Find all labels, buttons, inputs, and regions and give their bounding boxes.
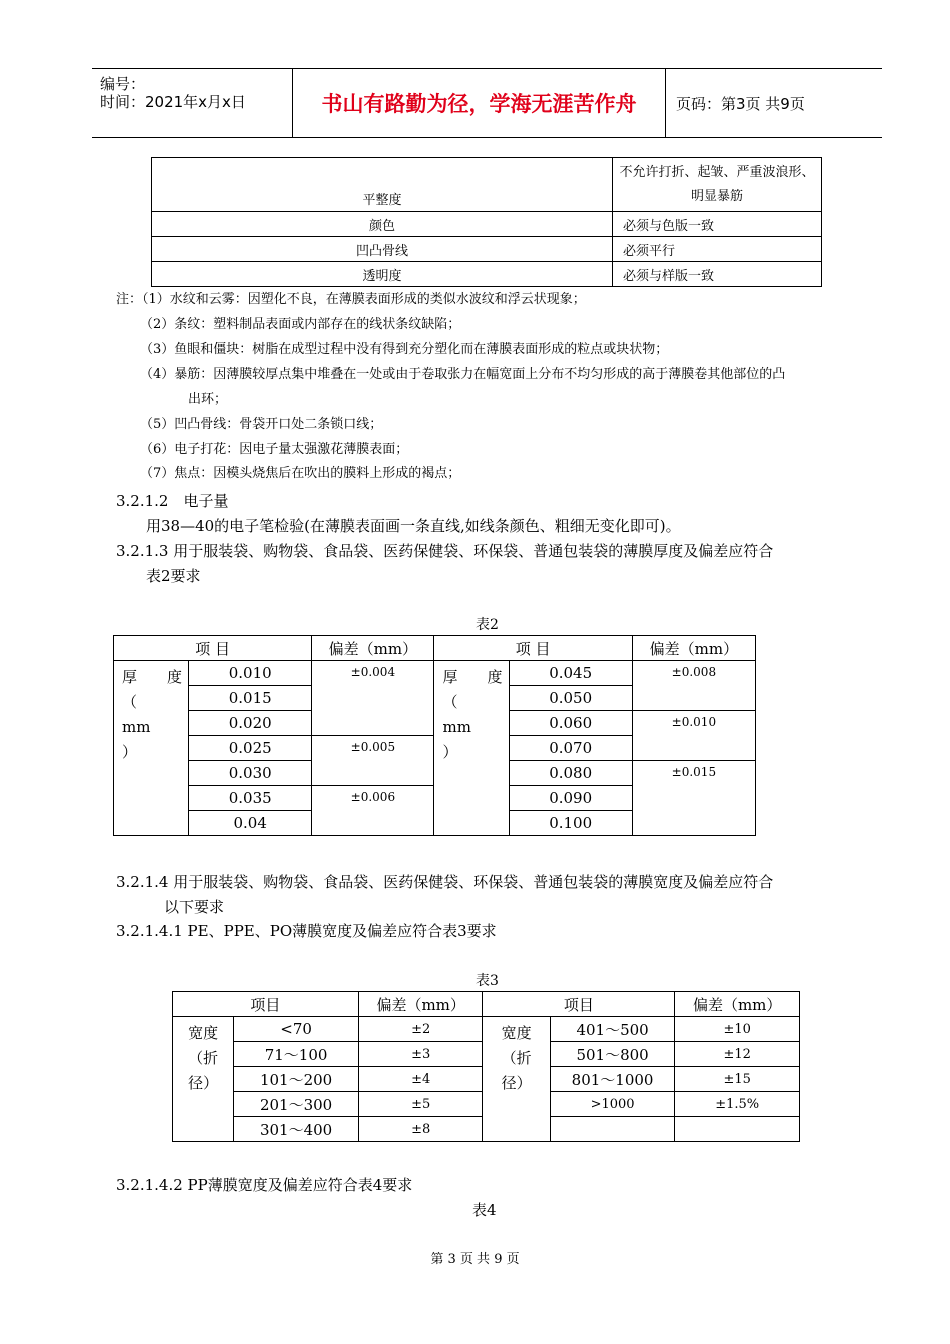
time-label: 时间：2021年x月x日: [100, 93, 246, 111]
header-item: 项 目: [114, 636, 312, 661]
page-header: [92, 68, 882, 138]
header-item: 项目: [483, 992, 675, 1017]
deviation-cell: ±1.5%: [675, 1092, 800, 1117]
table-cell: 透明度: [152, 262, 613, 287]
empty-cell: [550, 1117, 675, 1142]
value-cell: 0.015: [189, 686, 312, 711]
table-header-row: [173, 992, 800, 1017]
table-row: [152, 262, 822, 287]
range-cell: <70: [234, 1017, 359, 1042]
thickness-label: [114, 661, 189, 836]
value-cell: 0.045: [509, 661, 632, 686]
label-line: 厚 度: [122, 668, 183, 686]
value-cell: 0.050: [509, 686, 632, 711]
label-line: 宽度: [188, 1024, 219, 1042]
page-footer: 第 3 页 共 9 页: [430, 1252, 520, 1267]
value-cell: 0.090: [509, 786, 632, 811]
deviation-cell: ±2: [358, 1017, 483, 1042]
value-cell: 0.070: [509, 736, 632, 761]
table-row: [152, 237, 822, 262]
deviation-cell: ±0.004: [312, 661, 434, 736]
value-cell: 0.060: [509, 711, 632, 736]
table-cell: 必须平行: [613, 237, 822, 262]
value-cell: 0.025: [189, 736, 312, 761]
table-cell: 颜色: [152, 212, 613, 237]
paragraph: 3.2.1.3 用于服装袋、购物袋、食品袋、医药保健袋、环保袋、普通包装袋的薄膜厚度及偏差应符合: [116, 542, 774, 560]
value-cell: 0.030: [189, 761, 312, 786]
note-line: （7）焦点：因模头烧焦后在吹出的膜料上形成的褐点；: [140, 466, 461, 481]
thickness-label: [434, 661, 509, 836]
label-line: （ mm: [122, 693, 157, 736]
note-line: （2）条纹：塑料制品表面或内部存在的线状条纹缺陷；: [140, 317, 461, 332]
range-cell: 801～1000: [550, 1067, 675, 1092]
note-line: （4）暴筋：因薄膜较厚点集中堆叠在一处或由于卷取张力在幅宽面上分布不均匀形成的高于薄膜卷其他部位的凸: [140, 367, 786, 382]
range-cell: 401～500: [550, 1017, 675, 1042]
range-cell: >1000: [550, 1092, 675, 1117]
range-cell: 301～400: [234, 1117, 359, 1142]
note-line: 出环；: [188, 392, 228, 407]
value-cell: 0.035: [189, 786, 312, 811]
deviation-cell: ±0.015: [632, 761, 755, 836]
table-cell: 必须与样版一致: [613, 262, 822, 287]
header-motto: 书山有路勤为径，学海无涯苦作舟: [293, 69, 666, 137]
value-cell: 0.04: [189, 811, 312, 836]
note-line: 注：（1）水纹和云雾：因塑化不良，在薄膜表面形成的类似水波纹和浮云状现象；: [116, 292, 586, 307]
paragraph: 用38—40的电子笔检验(在薄膜表面画一条直线,如线条颜色、粗细无变化即可)。: [146, 517, 681, 535]
table-cell: 不允许打折、起皱、严重波浪形、明显暴筋: [613, 158, 822, 212]
appearance-table: [151, 157, 822, 287]
range-cell: 501～800: [550, 1042, 675, 1067]
table-cell: 平整度: [152, 158, 613, 212]
table-caption: 表3: [476, 973, 499, 989]
section-heading: 3.2.1.2 电子量: [116, 492, 229, 510]
deviation-cell: ±0.005: [312, 736, 434, 786]
header-item: 项 目: [434, 636, 632, 661]
label-line: 宽度: [501, 1024, 532, 1042]
deviation-cell: ±4: [358, 1067, 483, 1092]
label-line: ）: [122, 743, 138, 761]
note-line: （5）凹凸骨线：骨袋开口处二条锁口线；: [140, 417, 383, 432]
deviation-cell: ±0.008: [632, 661, 755, 711]
paragraph: 3.2.1.4.1 PE、PPE、PO薄膜宽度及偏差应符合表3要求: [116, 922, 497, 940]
number-label: 编号：: [100, 75, 146, 93]
deviation-cell: ±0.006: [312, 786, 434, 836]
deviation-cell: ±0.010: [632, 711, 755, 761]
note-line: （3）鱼眼和僵块：树脂在成型过程中没有得到充分塑化而在薄膜表面形成的粒点或块状物；: [140, 342, 669, 357]
label-line: ）: [442, 743, 458, 761]
table-header-row: [114, 636, 756, 661]
empty-cell: [675, 1117, 800, 1142]
table-row: [152, 158, 822, 212]
deviation-cell: ±12: [675, 1042, 800, 1067]
width-table: [172, 991, 800, 1142]
range-cell: 201～300: [234, 1092, 359, 1117]
label-line: 径）: [188, 1074, 219, 1092]
deviation-cell: ±5: [358, 1092, 483, 1117]
deviation-cell: ±10: [675, 1017, 800, 1042]
range-cell: 71～100: [234, 1042, 359, 1067]
width-label: [173, 1017, 234, 1142]
label-line: （折: [501, 1049, 532, 1067]
table-row: [173, 1017, 800, 1042]
table-cell: 必须与色版一致: [613, 212, 822, 237]
deviation-cell: ±3: [358, 1042, 483, 1067]
deviation-cell: ±8: [358, 1117, 483, 1142]
width-label: [483, 1017, 550, 1142]
range-cell: 101～200: [234, 1067, 359, 1092]
value-cell: 0.080: [509, 761, 632, 786]
value-cell: 0.100: [509, 811, 632, 836]
header-page-label: 页码：第3页 共9页: [676, 94, 805, 113]
value-cell: 0.010: [189, 661, 312, 686]
header-deviation: 偏差（mm）: [675, 992, 800, 1017]
paragraph: 以下要求: [164, 898, 225, 916]
label-line: 径）: [501, 1074, 532, 1092]
thickness-table: [113, 635, 756, 836]
header-item: 项目: [173, 992, 359, 1017]
table-row: [114, 661, 756, 686]
table-row: [152, 212, 822, 237]
header-deviation: 偏差（mm）: [312, 636, 434, 661]
paragraph: 3.2.1.4 用于服装袋、购物袋、食品袋、医药保健袋、环保袋、普通包装袋的薄膜宽度及偏差应符合: [116, 873, 774, 891]
label-line: （ mm: [442, 693, 478, 736]
table-caption: 表2: [476, 617, 499, 633]
paragraph: 表2要求: [146, 567, 201, 585]
paragraph: 3.2.1.4.2 PP薄膜宽度及偏差应符合表4要求: [116, 1176, 413, 1194]
label-line: 厚 度: [442, 668, 503, 686]
label-line: （折: [188, 1049, 219, 1067]
note-line: （6）电子打花：因电子量太强激花薄膜表面；: [140, 442, 409, 457]
value-cell: 0.020: [189, 711, 312, 736]
header-meta: [92, 69, 293, 137]
header-deviation: 偏差（mm）: [632, 636, 755, 661]
header-deviation: 偏差（mm）: [358, 992, 483, 1017]
deviation-cell: ±15: [675, 1067, 800, 1092]
table-cell: 凹凸骨线: [152, 237, 613, 262]
table-caption: 表4: [472, 1201, 497, 1219]
